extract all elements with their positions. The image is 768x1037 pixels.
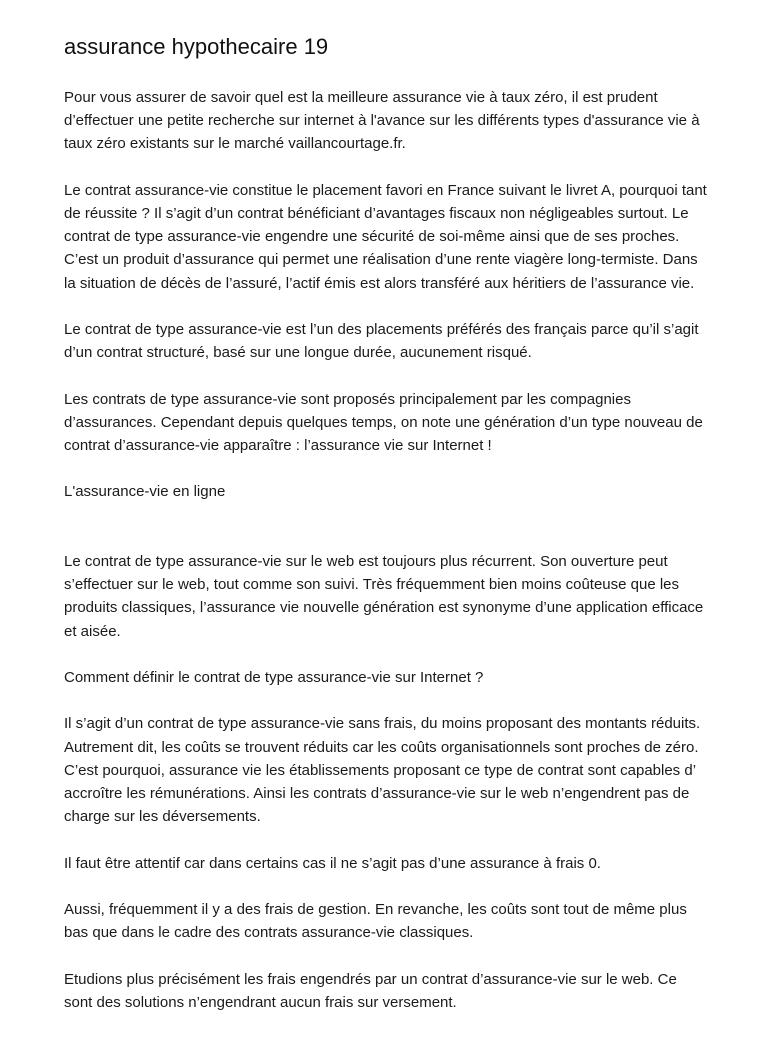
paragraph-compagnies: Les contrats de type assurance-vie sont proposés principalement par les compagnies d’assurances. Cependant depuis quelques temps, on note une génération d’un type nouveau de contrat d’assurance-vie apparaître : l’assurance vie sur Internet ! (64, 390, 703, 454)
document-title: assurance hypothecaire 19 (64, 34, 329, 59)
paragraph-contrat-favori: Le contrat assurance-vie constitue le placement favori en France suivant le livret A, pourquoi tant de réussite ? Il s’agit d’un contrat bénéficiant d’avantages fiscaux non négligeables surtout. Le contrat de type assurance-vie engendre une sécurité de soi-même ainsi que de ses proches. C’est un produit d’assurance qui permet une réalisation d’une rente viagère long-termiste. Dans la situation de décès de l’assuré, l’actif émis est alors transféré aux héritiers de l’assurance vie. (64, 181, 707, 292)
section-heading-en-ligne: L'assurance-vie en ligne (64, 483, 226, 501)
paragraph-placements-preferes: Le contrat de type assurance-vie est l’un des placements préférés des français parce qu’il s’agit d’un contrat structuré, basé sur une longue durée, aucunement risqué. (64, 321, 699, 362)
paragraph-web-recurrent: Le contrat de type assurance-vie sur le web est toujours plus récurrent. Son ouverture peut s’effectuer sur le web, tout comme son suivi. Très fréquemment bien moins coûteuse que les produits classiques, l’assurance vie nouvelle génération est synonyme d’une application efficace et aisée. (64, 552, 704, 640)
document-page (64, 30, 708, 1037)
section-heading-definir: Comment définir le contrat de type assurance-vie sur Internet ? (64, 668, 484, 686)
paragraph-frais-gestion: Aussi, fréquemment il y a des frais de gestion. En revanche, les coûts sont tout de même plus bas que dans le cadre des contrats assurance-vie classiques. (64, 900, 687, 942)
paragraph-sans-frais: Il s’agit d’un contrat de type assurance-vie sans frais, du moins proposant des montants réduits. Autrement dit, les coûts se trouvent réduits car les coûts organisationnels sont proches de zéro. C’est pourquoi, assurance vie les établissements proposant ce type de contrat sont capables d’ accroître les rémunérations. Ainsi les contrats d’assurance-vie sur le web n’engendrent pas de charge sur les déversements. (64, 715, 701, 826)
spacer (64, 527, 708, 550)
paragraph-etudions: Etudions plus précisément les frais engendrés par un contrat d’assurance-vie sur le web. Ce sont des solutions n’engendrant aucun frais sur versement. (64, 970, 677, 1011)
paragraph-intro: Pour vous assurer de savoir quel est la meilleure assurance vie à taux zéro, il est prudent d’effectuer une petite recherche sur internet à l'avance sur les différents types d'assurance vie à taux zéro existants sur le marché vaillancourtage.fr. (64, 89, 700, 153)
paragraph-attentif: Il faut être attentif car dans certains cas il ne s’agit pas d’une assurance à frais 0. (64, 854, 601, 872)
